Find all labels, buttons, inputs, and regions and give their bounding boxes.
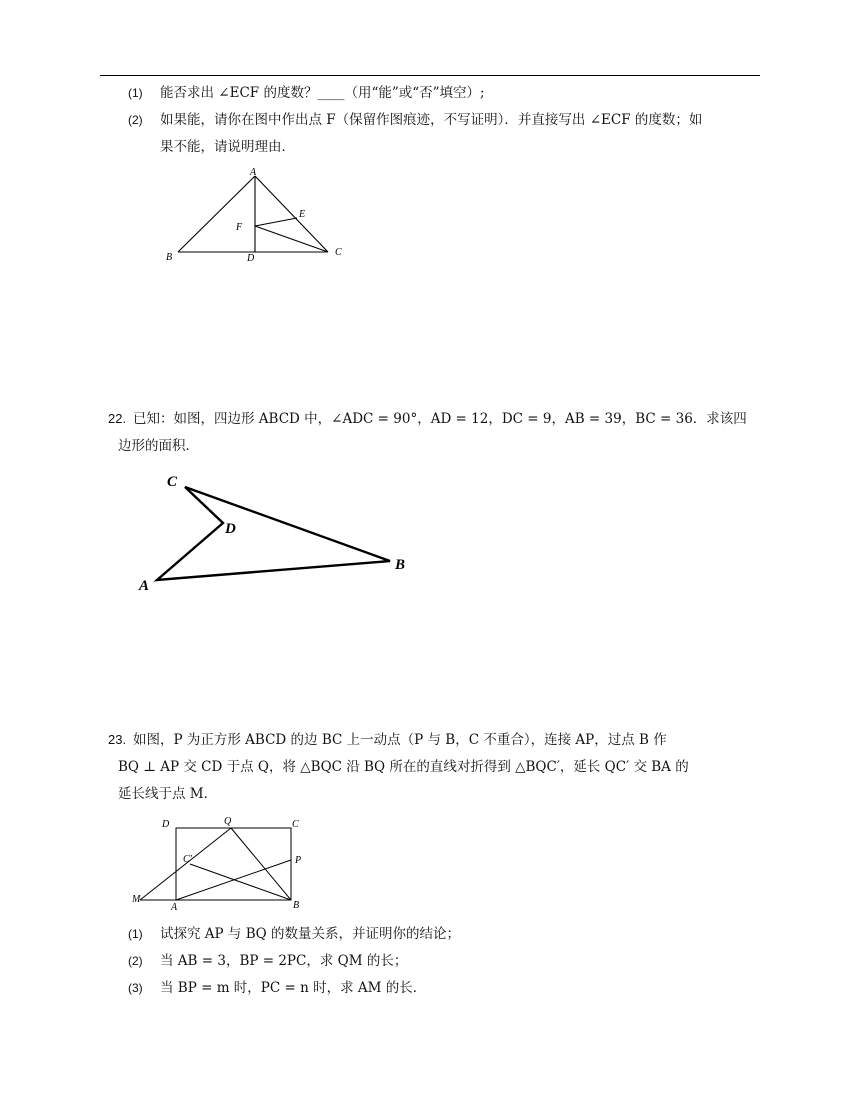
q21-triangle-figure	[160, 166, 360, 266]
label-a: A	[139, 578, 150, 594]
label-m: M	[132, 894, 141, 905]
q22-number: 22.	[108, 411, 127, 426]
label-c: C	[335, 247, 342, 258]
header-rule	[100, 75, 760, 76]
label-b: B	[395, 557, 406, 573]
label-e: E	[299, 209, 306, 220]
q23-sub3-text: 当 BP = m 时，PC = n 时，求 AM 的长．	[160, 980, 427, 996]
label-d: D	[225, 521, 236, 537]
label-c-prime: C′	[183, 854, 192, 865]
label-p: P	[295, 855, 302, 866]
segment-fc	[255, 226, 328, 252]
segment-fe	[255, 218, 297, 226]
label-a: A	[250, 167, 257, 178]
q23-sub2-number: (2)	[128, 954, 143, 968]
q23-sub3-number: (3)	[128, 981, 143, 995]
q22-text-line1: 已知：如图，四边形 ABCD 中，∠ADC = 90°，AD = 12，DC = 9，AB = 39，BC = 36．求该四	[133, 411, 747, 427]
q21-sub1-number: (1)	[128, 86, 143, 100]
q22-text-line2: 边形的面积．	[118, 438, 199, 454]
q22-quadrilateral-figure	[130, 465, 420, 600]
q23-sub1-number: (1)	[128, 927, 143, 941]
q23-number: 23.	[108, 732, 127, 747]
label-d: D	[247, 253, 255, 264]
label-b: B	[293, 900, 300, 911]
label-c: C	[292, 819, 299, 830]
q21-sub2-text-line2: 果不能，请说明理由．	[160, 139, 295, 155]
side-ab	[178, 176, 255, 252]
label-c: C	[167, 474, 178, 490]
q21-sub2-number: (2)	[128, 113, 143, 127]
q21-sub2-text-line1: 如果能，请你在图中作出点 F（保留作图痕迹，不写证明）．并直接写出 ∠ECF 的度数；如	[160, 112, 703, 128]
q23-square-figure	[128, 812, 318, 912]
side-ac	[255, 176, 328, 252]
q23-sub2-text: 当 AB = 3，BP = 2PC，求 QM 的长；	[160, 953, 408, 969]
label-f: F	[236, 222, 243, 233]
label-d: D	[162, 819, 170, 830]
label-b: B	[166, 252, 173, 263]
q21-sub1-text: 能否求出 ∠ECF 的度数？____（用“能”或“否”填空）;	[160, 85, 485, 101]
q23-sub1-text: 试探究 AP 与 BQ 的数量关系，并证明你的结论；	[160, 926, 460, 942]
q23-text-line3: 延长线于点 M．	[118, 786, 218, 802]
label-a: A	[171, 902, 178, 912]
label-q: Q	[224, 816, 232, 827]
square-abcd	[176, 828, 291, 900]
q23-text-line1: 如图，P 为正方形 ABCD 的边 BC 上一动点（P 与 B，C 不重合），连接 AP，过点 B 作	[133, 732, 667, 748]
q23-text-line2: BQ ⊥ AP 交 CD 于点 Q，将 △BQC 沿 BQ 所在的直线对折得到 △BQC′，延长 QC′ 交 BA 的	[118, 759, 689, 775]
quadrilateral-abcd	[157, 487, 390, 580]
